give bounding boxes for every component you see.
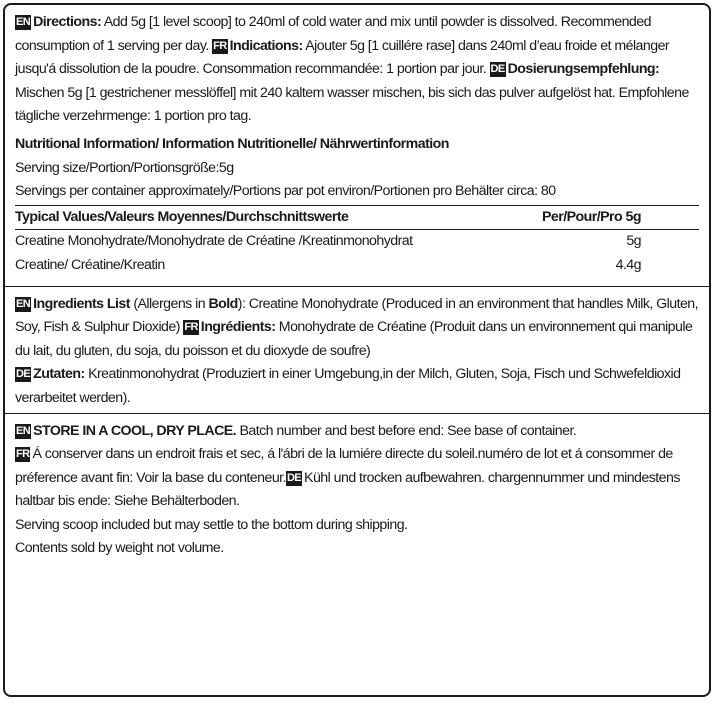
language-tag-fr: FR [184, 321, 198, 334]
servings-per-container: Servings per container approximately/Portions par pot environ/Portionen pro Behälter circa: 80 [15, 183, 556, 200]
allergen-bold-word: Bold [208, 295, 238, 312]
product-label [3, 3, 711, 697]
language-tag-de: DE [490, 63, 505, 76]
language-tag-en: EN [16, 16, 31, 28]
directions-text-de: Mischen 5g [1 gestrichener messlöffel] mit 240 kaltem wasser mischen, bis sich das pulver aufgelöst hat. Empfohlene tägliche verzehrmenge: 1 portion pro tag. [15, 84, 689, 125]
divider [5, 278, 709, 287]
nutrition-section [15, 133, 699, 287]
language-tag-en: EN [16, 424, 31, 437]
serving-size: Serving size/Portion/Portionsgröße:5g [15, 159, 234, 176]
ingredients-heading-de: Zutaten: [33, 366, 85, 383]
storage-heading-en: STORE IN A COOL, DRY PLACE. [33, 422, 237, 439]
table-row [15, 230, 699, 254]
storage-text-fr: Á conserver dans un endroit frais et sec, á l'ábri de la lumiére directe du soleil.numéro de lot et á consommer de préference avant fin: Voir la base du conteneur. [15, 446, 673, 486]
header-per-serving: Per/Pour/Pro 5g [542, 208, 641, 225]
directions-section [15, 11, 699, 129]
language-tag-fr: FR [16, 448, 30, 461]
directions-heading-fr: Indications: [229, 37, 303, 54]
row-value: 4.4g [615, 256, 641, 273]
row-name: Creatine Monohydrate/Monohydrate de Créatine /Kreatinmonohydrat [15, 233, 413, 250]
ingredients-section [15, 293, 699, 364]
scoop-note: Serving scoop included but may settle to the bottom during shipping. [15, 516, 408, 533]
ingredients-text-de: Kreatinmonohydrat (Produziert in einer Umgebung,in der Milch, Gluten, Soja, Fisch und Schwefeldioxid verarbeitet werden). [15, 366, 681, 406]
ingredients-de [15, 363, 699, 410]
storage-text-en: Batch number and best before end: See base of container. [239, 422, 577, 439]
nutrition-table-header [15, 205, 699, 231]
divider [5, 413, 709, 414]
storage-text-de: Kühl und trocken aufbewahren. chargennummer und mindestens haltbar bis ende: Siehe Behälterboden. [15, 469, 680, 510]
ingredients-text-en: ): Creatine Monohydrate (Produced in an environment that handles Milk, Gluten, Soy, Fish & Sulphur Dioxide) [15, 295, 699, 336]
ingredients-heading-fr: Ingrédients: [200, 319, 276, 336]
row-name: Creatine/ Créatine/Kreatin [15, 256, 165, 273]
directions-text-en: Add 5g [1 level scoop] to 240ml of cold water and mix until powder is dissolved. Recommended consumption of 1 serving per day. [15, 14, 651, 54]
header-typical-values: Typical Values/Valeurs Moyennes/Durchschnittswerte [15, 208, 349, 225]
ingredients-note-en: (Allergens in [133, 295, 206, 312]
weight-note: Contents sold by weight not volume. [15, 540, 224, 557]
ingredients-text-fr: Monohydrate de Créatine (Produit dans un environnement qui manipule du lait, du gluten, du soja, du poisson et du dioxyde de soufre) [15, 319, 693, 359]
ingredients-heading-en: Ingredients List [33, 295, 130, 312]
language-tag-de: DE [286, 471, 302, 484]
language-tag-de: DE [16, 368, 31, 381]
storage-fr-de [15, 443, 699, 514]
nutrition-title: Nutritional Information/ Information Nutritionelle/ Nährwertinformation [15, 135, 449, 152]
directions-heading-de: Dosierungsempfehlung: [507, 61, 660, 78]
language-tag-fr: FR [213, 39, 227, 52]
directions-heading-en: Directions: [33, 14, 102, 30]
language-tag-en: EN [16, 297, 31, 310]
storage-en [15, 420, 699, 444]
table-row [15, 254, 699, 278]
row-value: 5g [626, 233, 641, 250]
directions-text-fr: Ajouter 5g [1 cuillére rase] dans 240ml d’eau froide et mélanger jusqu'á dissolution de la poudre. Consommation recommandée: 1 portion par jour. [15, 37, 670, 78]
